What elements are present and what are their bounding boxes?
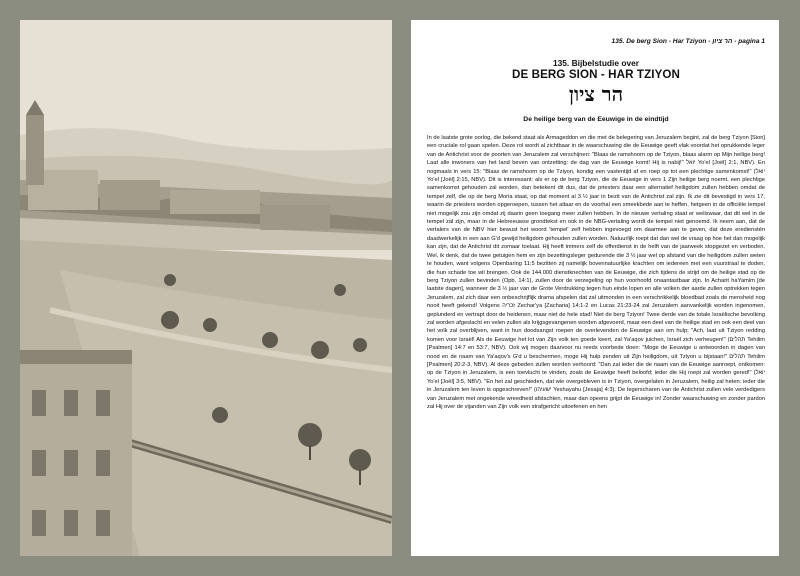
photo-page [20,20,392,556]
text-page [411,20,779,556]
running-head: 135. De berg Sion - Har Tziyon - הר ציון - pagina 1 [611,38,765,45]
study-number: 135. Bijbelstudie over [552,58,640,68]
body-text: In de laatste grote oorlog, die bekend staat als Armageddon en die met de belegering van Jeruzalem begint, zal de berg Tziyon [Sion] een cruciale rol gaan spelen. Deze rol wordt al zichtbaar in de waarschuwing die de Eeuwige geeft vlak voordat het oprukkende leger van de Antichrist voor de poorten van Jeruzalem zal verschijnen: "Blaas de ramshoorn op de Tziyon, blaas alarm op Mijn heilige berg! Laat alle inwoners van het land beven van ontzetting: de dag van de Eeuwige komt! Hij is nabij!" יואל Yo'el [Joël] 2:1, NBV). En nogmaals in vers 15: "Blaas de ramshoorn op de Tziyon, kondig een vastentijd af en roep op tot een plechtige samenkomst!" (יואל Yo'el [Joël] 2:15, NBV). Dit is interessant: als er op de berg Tziyon, die de Eeuwige in vers 1 Zijn heilige berg noemt, een plechtige samenkomst gehouden zal worden, dan betekent dit dus, dat de priesters daar een alternatief heiligdom zullen hebben omdat de tempel zelf, die op de berg Moria staat, op dat moment al 3 ½ jaar in bezit van de Antichrist zal zijn. Ik zie dit bevestigd in vers 17, waarin de priesters worden opgeroepen, tussen het altaar en de voorhal een smeekbede aan te heffen, hetgeen in de officiële tempel niet mogelijk zou zijn omdat zij daarin geen toegang meer zullen hebben. In de nieuwe vertaling staat er weliswaar, dat dit wel in de tempel zal zijn, maar in de Hebreeuwse grondtekst en ook in de NBG-vertaling wordt de tempel niet genoemd. Ik neem aan, dat de vertalers van de NBV hier bewust het woord 'tempel' zelf hebben ingevoegd om daarmee aan te geven, dat deze eredienstén daadwerkelijk in een aan G'd gewijd heiligdom gehouden zullen worden. Natuurlijk roept dat dan wel de vraag op hoe het dan mogelijk kan zijn, dat de Antichrist dit zomaar toelaat. Hij heeft immers zelf de offerdienst in de helft van de jaarweek stopgezet en verboden. Wel, ik denk, dat de twee getuigen hem en zijn bezettingsleger gedurende die 3 ½ jaar wel op afstand van die heiligdom zullen weten te houden, want volgens Openbaring 11:5 bezitten zij namelijk bovennatuurlijke krachten om iedereen met een vuurstraal te doden, die hun schade toe wil brengen. Ook de 144.000 dienstknechten van de Eeuwige, die zich tijdens de strijd om de heilige stad op de berg Tziyon zullen bevinden (Opb. 14:1), zullen door de verzegeling op hun voorhoofd onaantastbaar zijn. In Acharit haYamim [de laatste dagen], wanneer de 3 ½ jaar van de Grote Verdrukking tegen hun einde lopen en alle volken der aarde zullen optrekken tegen Jeruzalem, zal zich daar een onbeschrijflijk drama afspelen dat zal uitmonden in een verschrikkelijk bloedbad zoals de mensheid nog nooit heeft gekend! Volgens זכריה Zechar'ya [Zacharia] 14:1-2 en Lucas 21:23-24 zal Jeruzalem aanvankelijk worden ingenomen, geplunderd en vertrapt door de heidenen, maar niet de hele stad! Niet de berg Tziyon! Twee derde van de totale Israëlische bevolking zal worden afgeslacht en velen zullen als krijgsgevangenen worden afgevoerd, maar een deel van de heilige stad en ook een deel van het volk zal overblijven, want in hun doodsangst roepen de overlevenden de Eeuwige aan om hulp: "Ach, laat uit Tziyon redding komen voor Israël! Als de Eeuwige het lot van Zijn volk ten goede keert, zal Ya'aqov juichen, Israël zich verheugen!" (תהלים Tehilim [Psalmen] 14:7 en 53:7, NBV). Ook wij mogen daarvoor nu reeds voorbede doen: "Moge de Eeuwige u antwoorden in dagen van nood en de naam van Ya'aqov's G'd u beschermen, moge Hij hulp zenden uit Zijn heiligdom, uit Tziyon u bijstaan!" תהלים Tehilim [Psalmen] 20:2-3, NBV). Al deze gebeden zullen worden verhoord: "Dan zal ieder die de naam van de Eeuwige aanroept, ontkomen: op de Tziyon in Jeruzalem, is een toevlucht te vinden, zoals de Eeuwige heeft beloofd; ieder die Hij roept zal worden gered!" (יואל Yo'el [Joël] 3:5, NBV). "En het zal geschieden, dat wie overgebleven is in Tziyon, overgelaten in Jeruzalem, heilig zal heten: ieder die in Jeruzalem ten leven is opgeschreven!" (ישעיהו Yeshayahu [Jesaja] 4:3). De legerscharen van de Antichrist zullen vele verdedigers van Jeruzalem met ongekende wreedheid afslachten, maar dan opeens grijpt de Eeuwige in! Zonder waarschuwing en zonder pardon zal Hij over de vijanden van Zijn volk een strafgericht uitoefenen en hen [427,135,765,410]
hebrew-title: הר ציון [568,82,624,106]
subtitle: De heilige berg van de Eeuwige in de eindtijd [523,116,669,123]
mount-zion-photo [20,20,392,556]
photo-illustration [20,20,392,556]
page-title: DE BERG SION - HAR TZIYON [511,68,681,81]
